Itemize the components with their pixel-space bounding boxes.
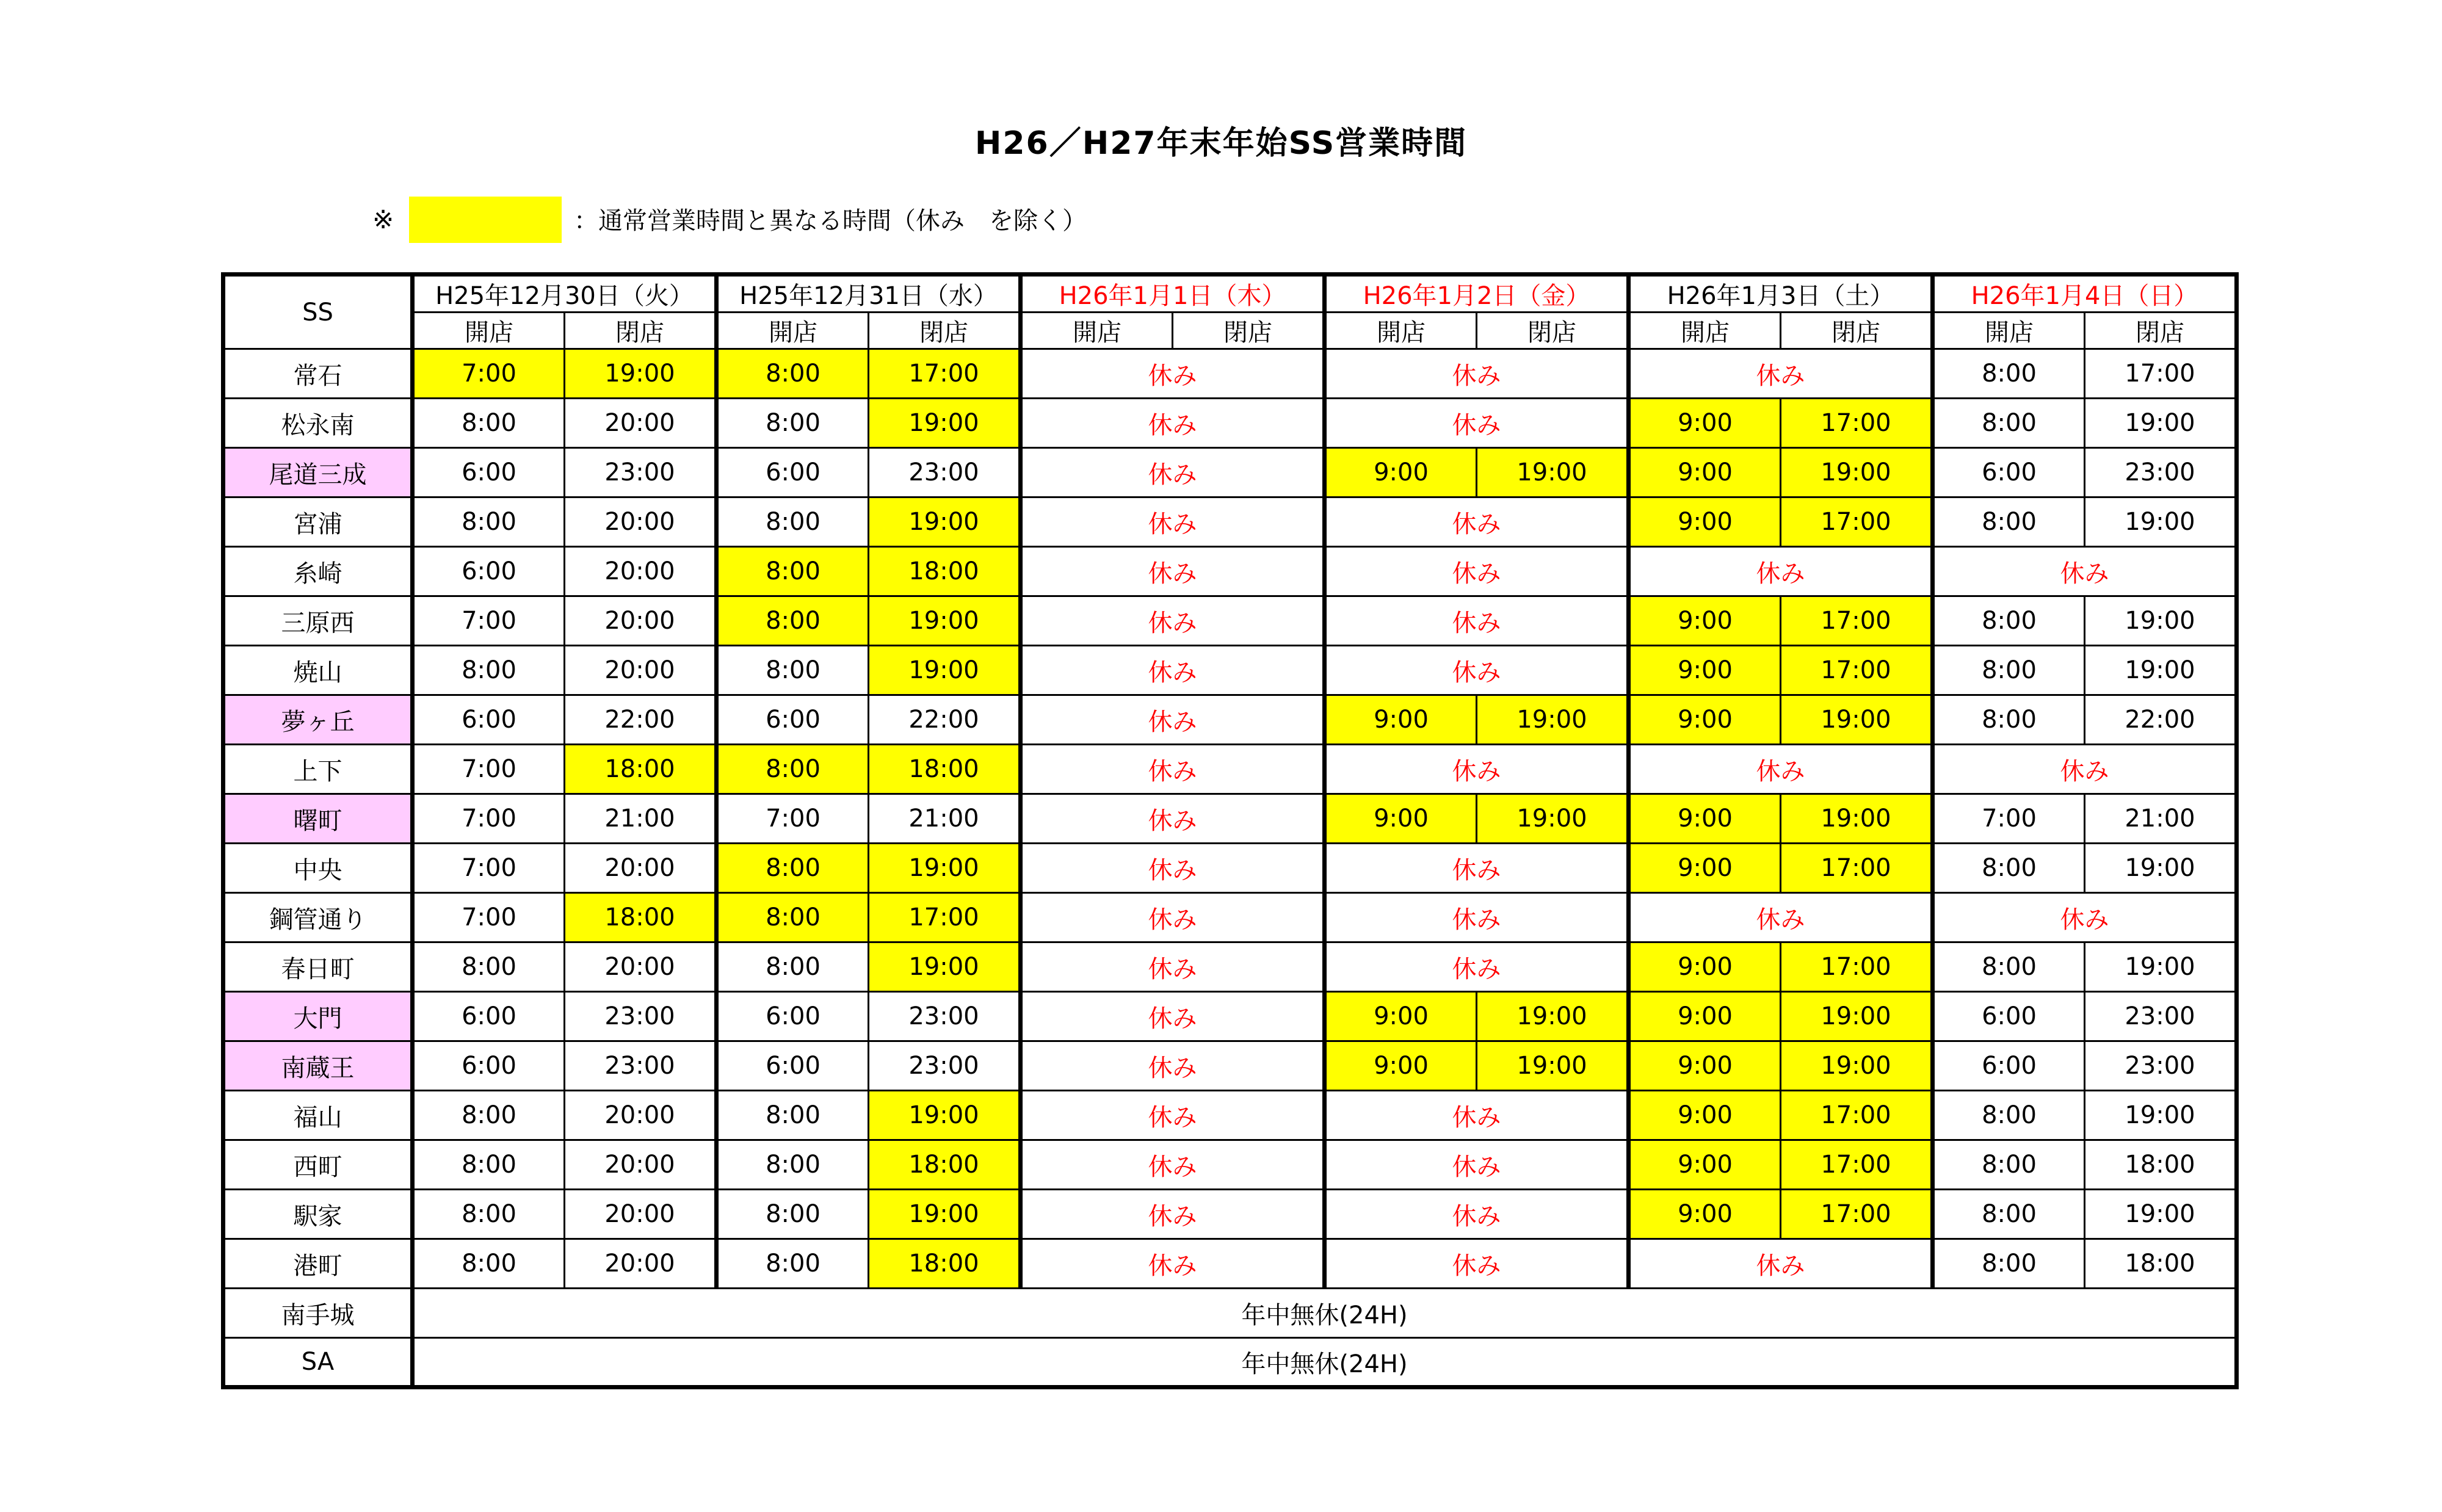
- close-time: 23:00: [2085, 448, 2237, 497]
- closed-cell: 休み: [1021, 992, 1325, 1041]
- table-row: [223, 695, 2237, 745]
- station-header: SS: [223, 275, 413, 349]
- closed-cell: 休み: [1325, 596, 1629, 646]
- closed-cell: 休み: [1325, 1239, 1629, 1289]
- station-name: 福山: [223, 1091, 413, 1140]
- close-time: 19:00: [2085, 596, 2237, 646]
- close-time: 21:00: [2085, 794, 2237, 844]
- close-header: 閉店: [1173, 313, 1325, 349]
- legend-text: ：通常営業時間と異なる時間（休み を除く）: [574, 207, 1087, 235]
- close-time: 19:00: [1781, 1041, 1933, 1091]
- open-time: 9:00: [1629, 399, 1781, 448]
- station-name: 尾道三成: [223, 448, 413, 497]
- table-body: [223, 349, 2237, 1387]
- open-time: 8:00: [1933, 844, 2085, 893]
- table-row: [223, 1289, 2237, 1338]
- close-time: 19:00: [2085, 1091, 2237, 1140]
- close-time: 20:00: [565, 497, 717, 547]
- close-time: 23:00: [2085, 992, 2237, 1041]
- day-header: H25年12月30日（火）: [413, 275, 717, 313]
- header-row-open-close: [223, 313, 2237, 349]
- open-time: 8:00: [717, 1091, 869, 1140]
- open-time: 9:00: [1325, 794, 1477, 844]
- open-time: 9:00: [1325, 992, 1477, 1041]
- open-header: 開店: [1021, 313, 1173, 349]
- always-open-cell: 年中無休(24H): [413, 1289, 2237, 1338]
- closed-cell: 休み: [1933, 893, 2237, 942]
- closed-cell: 休み: [1021, 646, 1325, 695]
- open-time: 6:00: [1933, 1041, 2085, 1091]
- open-time: 9:00: [1629, 942, 1781, 992]
- open-time: 8:00: [717, 745, 869, 794]
- table-row: [223, 794, 2237, 844]
- open-time: 9:00: [1629, 794, 1781, 844]
- close-time: 19:00: [1781, 448, 1933, 497]
- closed-cell: 休み: [1629, 349, 1933, 399]
- open-time: 8:00: [1933, 399, 2085, 448]
- close-time: 18:00: [565, 745, 717, 794]
- closed-cell: 休み: [1933, 547, 2237, 596]
- open-time: 8:00: [717, 497, 869, 547]
- close-time: 22:00: [565, 695, 717, 745]
- close-time: 20:00: [565, 942, 717, 992]
- station-name: 西町: [223, 1140, 413, 1190]
- open-header: 開店: [1933, 313, 2085, 349]
- table-row: [223, 893, 2237, 942]
- open-time: 9:00: [1629, 448, 1781, 497]
- station-name: 三原西: [223, 596, 413, 646]
- closed-cell: 休み: [1021, 1041, 1325, 1091]
- day-header: H26年1月2日（金）: [1325, 275, 1629, 313]
- closed-cell: 休み: [1021, 1091, 1325, 1140]
- close-time: 18:00: [565, 893, 717, 942]
- close-time: 18:00: [869, 547, 1021, 596]
- close-time: 23:00: [565, 992, 717, 1041]
- open-time: 8:00: [413, 942, 565, 992]
- open-time: 6:00: [413, 547, 565, 596]
- table-row: [223, 497, 2237, 547]
- close-time: 19:00: [869, 399, 1021, 448]
- close-time: 18:00: [869, 1239, 1021, 1289]
- closed-cell: 休み: [1325, 844, 1629, 893]
- close-time: 19:00: [869, 497, 1021, 547]
- closed-cell: 休み: [1325, 745, 1629, 794]
- close-time: 19:00: [1477, 992, 1629, 1041]
- close-time: 19:00: [869, 942, 1021, 992]
- open-time: 8:00: [413, 1091, 565, 1140]
- station-name: 南蔵王: [223, 1041, 413, 1091]
- station-name: 上下: [223, 745, 413, 794]
- close-time: 19:00: [2085, 1190, 2237, 1239]
- open-time: 9:00: [1629, 844, 1781, 893]
- open-time: 8:00: [1933, 646, 2085, 695]
- close-header: 閉店: [565, 313, 717, 349]
- close-time: 19:00: [2085, 844, 2237, 893]
- close-time: 19:00: [2085, 942, 2237, 992]
- day-header: H25年12月31日（水）: [717, 275, 1021, 313]
- closed-cell: 休み: [1021, 349, 1325, 399]
- closed-cell: 休み: [1629, 893, 1933, 942]
- closed-cell: 休み: [1325, 1091, 1629, 1140]
- open-time: 8:00: [413, 1140, 565, 1190]
- closed-cell: 休み: [1021, 1140, 1325, 1190]
- close-time: 23:00: [565, 1041, 717, 1091]
- open-time: 7:00: [1933, 794, 2085, 844]
- open-time: 8:00: [717, 547, 869, 596]
- open-time: 8:00: [717, 844, 869, 893]
- open-time: 8:00: [717, 1140, 869, 1190]
- open-time: 8:00: [413, 1239, 565, 1289]
- close-time: 20:00: [565, 1239, 717, 1289]
- open-time: 8:00: [413, 497, 565, 547]
- open-time: 8:00: [1933, 695, 2085, 745]
- open-time: 6:00: [1933, 992, 2085, 1041]
- open-time: 8:00: [1933, 349, 2085, 399]
- close-time: 19:00: [565, 349, 717, 399]
- close-time: 19:00: [869, 1091, 1021, 1140]
- open-header: 開店: [717, 313, 869, 349]
- close-header: 閉店: [1477, 313, 1629, 349]
- closed-cell: 休み: [1325, 399, 1629, 448]
- open-time: 6:00: [413, 448, 565, 497]
- open-time: 7:00: [413, 596, 565, 646]
- close-time: 17:00: [1781, 1140, 1933, 1190]
- open-time: 8:00: [717, 349, 869, 399]
- open-time: 6:00: [717, 992, 869, 1041]
- open-time: 8:00: [717, 596, 869, 646]
- table-row: [223, 1239, 2237, 1289]
- close-time: 20:00: [565, 596, 717, 646]
- station-name: 焼山: [223, 646, 413, 695]
- close-time: 17:00: [1781, 844, 1933, 893]
- day-header: H26年1月1日（木）: [1021, 275, 1325, 313]
- open-time: 9:00: [1629, 695, 1781, 745]
- station-name: 松永南: [223, 399, 413, 448]
- close-time: 19:00: [1477, 448, 1629, 497]
- business-hours-table: [221, 272, 2239, 1389]
- station-name: 駅家: [223, 1190, 413, 1239]
- close-time: 22:00: [2085, 695, 2237, 745]
- close-time: 17:00: [869, 893, 1021, 942]
- closed-cell: 休み: [1933, 745, 2237, 794]
- closed-cell: 休み: [1325, 1140, 1629, 1190]
- legend-mark: ※: [372, 204, 394, 234]
- open-time: 9:00: [1629, 497, 1781, 547]
- open-time: 9:00: [1325, 448, 1477, 497]
- open-time: 9:00: [1629, 1091, 1781, 1140]
- open-time: 8:00: [1933, 1091, 2085, 1140]
- close-time: 18:00: [869, 745, 1021, 794]
- close-time: 23:00: [2085, 1041, 2237, 1091]
- close-time: 23:00: [565, 448, 717, 497]
- open-time: 8:00: [717, 399, 869, 448]
- open-time: 6:00: [717, 695, 869, 745]
- open-time: 7:00: [717, 794, 869, 844]
- station-name: 常石: [223, 349, 413, 399]
- close-time: 17:00: [1781, 1091, 1933, 1140]
- table-row: [223, 399, 2237, 448]
- table-row: [223, 992, 2237, 1041]
- open-time: 8:00: [717, 646, 869, 695]
- open-time: 8:00: [717, 942, 869, 992]
- open-time: 7:00: [413, 794, 565, 844]
- open-time: 9:00: [1629, 646, 1781, 695]
- open-time: 9:00: [1629, 992, 1781, 1041]
- open-time: 7:00: [413, 349, 565, 399]
- close-time: 18:00: [869, 1140, 1021, 1190]
- close-time: 23:00: [869, 448, 1021, 497]
- closed-cell: 休み: [1629, 547, 1933, 596]
- close-time: 23:00: [869, 1041, 1021, 1091]
- closed-cell: 休み: [1325, 942, 1629, 992]
- closed-cell: 休み: [1021, 893, 1325, 942]
- open-time: 8:00: [1933, 942, 2085, 992]
- close-time: 20:00: [565, 1091, 717, 1140]
- open-time: 7:00: [413, 844, 565, 893]
- closed-cell: 休み: [1021, 497, 1325, 547]
- station-name: 春日町: [223, 942, 413, 992]
- close-time: 17:00: [869, 349, 1021, 399]
- closed-cell: 休み: [1021, 1190, 1325, 1239]
- close-time: 19:00: [1781, 992, 1933, 1041]
- close-time: 17:00: [1781, 596, 1933, 646]
- close-time: 18:00: [2085, 1239, 2237, 1289]
- open-time: 6:00: [413, 695, 565, 745]
- close-time: 20:00: [565, 1140, 717, 1190]
- station-name: 曙町: [223, 794, 413, 844]
- open-time: 9:00: [1629, 596, 1781, 646]
- closed-cell: 休み: [1021, 448, 1325, 497]
- open-time: 8:00: [413, 399, 565, 448]
- closed-cell: 休み: [1021, 942, 1325, 992]
- open-time: 8:00: [1933, 497, 2085, 547]
- close-time: 20:00: [565, 399, 717, 448]
- closed-cell: 休み: [1021, 1239, 1325, 1289]
- open-time: 7:00: [413, 893, 565, 942]
- table-row: [223, 1190, 2237, 1239]
- open-header: 開店: [1325, 313, 1477, 349]
- closed-cell: 休み: [1629, 745, 1933, 794]
- close-time: 21:00: [565, 794, 717, 844]
- close-time: 17:00: [1781, 1190, 1933, 1239]
- open-time: 8:00: [717, 893, 869, 942]
- closed-cell: 休み: [1021, 399, 1325, 448]
- close-header: 閉店: [1781, 313, 1933, 349]
- close-time: 17:00: [1781, 646, 1933, 695]
- table-row: [223, 844, 2237, 893]
- day-header: H26年1月3日（土）: [1629, 275, 1933, 313]
- table-row: [223, 1091, 2237, 1140]
- station-name: 夢ヶ丘: [223, 695, 413, 745]
- close-time: 20:00: [565, 646, 717, 695]
- open-header: 開店: [413, 313, 565, 349]
- station-name: 港町: [223, 1239, 413, 1289]
- header-row-days: [223, 275, 2237, 313]
- close-time: 19:00: [869, 646, 1021, 695]
- table-row: [223, 596, 2237, 646]
- closed-cell: 休み: [1021, 695, 1325, 745]
- close-time: 21:00: [869, 794, 1021, 844]
- close-time: 17:00: [1781, 942, 1933, 992]
- close-time: 22:00: [869, 695, 1021, 745]
- closed-cell: 休み: [1325, 547, 1629, 596]
- open-time: 6:00: [413, 992, 565, 1041]
- table-row: [223, 646, 2237, 695]
- station-name: 南手城: [223, 1289, 413, 1338]
- station-name: 中央: [223, 844, 413, 893]
- open-time: 6:00: [717, 448, 869, 497]
- close-time: 19:00: [869, 844, 1021, 893]
- legend-highlight-swatch: [409, 197, 562, 243]
- close-time: 19:00: [2085, 497, 2237, 547]
- table-row: [223, 1140, 2237, 1190]
- station-name: 鋼管通り: [223, 893, 413, 942]
- open-time: 6:00: [717, 1041, 869, 1091]
- open-time: 8:00: [1933, 1239, 2085, 1289]
- open-time: 9:00: [1629, 1140, 1781, 1190]
- closed-cell: 休み: [1021, 794, 1325, 844]
- open-time: 6:00: [413, 1041, 565, 1091]
- closed-cell: 休み: [1629, 1239, 1933, 1289]
- closed-cell: 休み: [1325, 1190, 1629, 1239]
- open-time: 8:00: [413, 646, 565, 695]
- table-header: [223, 275, 2237, 349]
- open-time: 6:00: [1933, 448, 2085, 497]
- closed-cell: 休み: [1325, 893, 1629, 942]
- station-name: 糸崎: [223, 547, 413, 596]
- open-time: 9:00: [1629, 1041, 1781, 1091]
- close-time: 19:00: [1477, 1041, 1629, 1091]
- close-time: 17:00: [1781, 399, 1933, 448]
- open-time: 9:00: [1325, 695, 1477, 745]
- close-time: 19:00: [2085, 399, 2237, 448]
- close-time: 19:00: [869, 1190, 1021, 1239]
- close-time: 19:00: [1781, 695, 1933, 745]
- table-row: [223, 349, 2237, 399]
- station-name: 宮浦: [223, 497, 413, 547]
- closed-cell: 休み: [1325, 349, 1629, 399]
- page-title: H26／H27年末年始SS営業時間: [974, 125, 1468, 162]
- open-time: 8:00: [1933, 596, 2085, 646]
- open-time: 8:00: [717, 1239, 869, 1289]
- close-time: 23:00: [869, 992, 1021, 1041]
- close-time: 20:00: [565, 844, 717, 893]
- table-row: [223, 942, 2237, 992]
- closed-cell: 休み: [1021, 745, 1325, 794]
- close-header: 閉店: [2085, 313, 2237, 349]
- close-time: 19:00: [1781, 794, 1933, 844]
- close-time: 19:00: [2085, 646, 2237, 695]
- closed-cell: 休み: [1021, 844, 1325, 893]
- table-row: [223, 1041, 2237, 1091]
- close-header: 閉店: [869, 313, 1021, 349]
- table-row: [223, 547, 2237, 596]
- close-time: 19:00: [1477, 695, 1629, 745]
- day-header: H26年1月4日（日）: [1933, 275, 2237, 313]
- always-open-cell: 年中無休(24H): [413, 1338, 2237, 1387]
- open-time: 8:00: [1933, 1190, 2085, 1239]
- close-time: 20:00: [565, 547, 717, 596]
- close-time: 18:00: [2085, 1140, 2237, 1190]
- station-name: 大門: [223, 992, 413, 1041]
- close-time: 17:00: [2085, 349, 2237, 399]
- table-row: [223, 448, 2237, 497]
- open-time: 8:00: [1933, 1140, 2085, 1190]
- open-time: 7:00: [413, 745, 565, 794]
- closed-cell: 休み: [1325, 646, 1629, 695]
- open-time: 8:00: [413, 1190, 565, 1239]
- close-time: 19:00: [1477, 794, 1629, 844]
- closed-cell: 休み: [1021, 596, 1325, 646]
- closed-cell: 休み: [1325, 497, 1629, 547]
- open-header: 開店: [1629, 313, 1781, 349]
- open-time: 8:00: [717, 1190, 869, 1239]
- close-time: 17:00: [1781, 497, 1933, 547]
- station-name: SA: [223, 1338, 413, 1387]
- open-time: 9:00: [1629, 1190, 1781, 1239]
- closed-cell: 休み: [1021, 547, 1325, 596]
- close-time: 19:00: [869, 596, 1021, 646]
- table-row: [223, 745, 2237, 794]
- close-time: 20:00: [565, 1190, 717, 1239]
- table-row: [223, 1338, 2237, 1387]
- open-time: 9:00: [1325, 1041, 1477, 1091]
